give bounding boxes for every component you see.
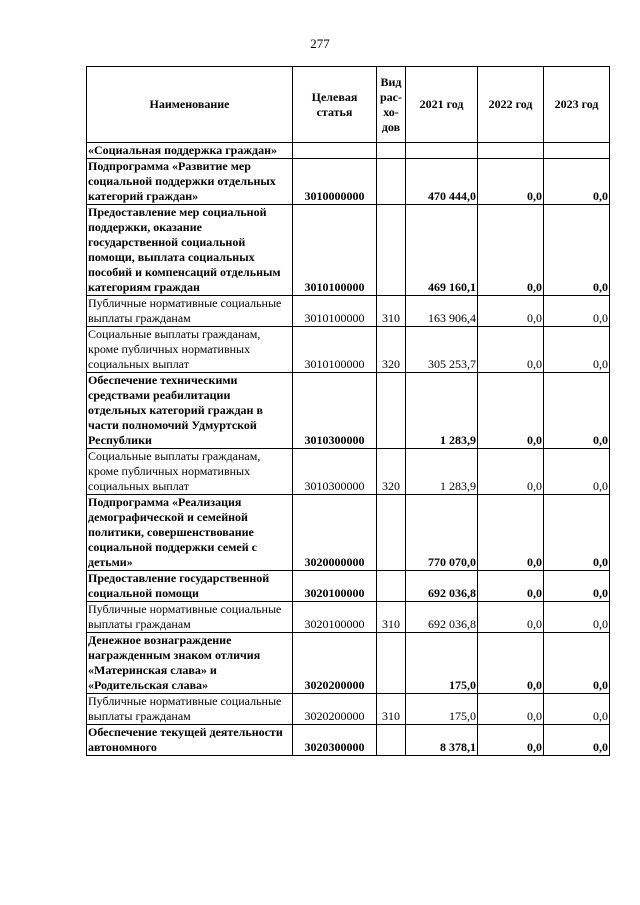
row-2023-cell xyxy=(544,143,610,159)
column-header-expense-kind: Вид рас- хо- дов xyxy=(377,67,406,143)
row-target-code-cell: 3010100000 xyxy=(293,327,377,373)
row-2022-cell: 0,0 xyxy=(478,159,544,205)
row-2022-cell: 0,0 xyxy=(478,296,544,327)
table-header-row xyxy=(87,67,610,143)
row-2023-cell: 0,0 xyxy=(544,725,610,756)
row-expense-kind-cell xyxy=(377,143,406,159)
table-row xyxy=(87,725,610,756)
column-header-2021: 2021 год xyxy=(406,67,478,143)
row-2021-cell: 692 036,8 xyxy=(406,602,478,633)
row-2021-cell xyxy=(406,143,478,159)
row-2022-cell: 0,0 xyxy=(478,449,544,495)
row-expense-kind-cell xyxy=(377,205,406,296)
row-2023-cell: 0,0 xyxy=(544,694,610,725)
row-2022-cell: 0,0 xyxy=(478,373,544,449)
budget-table xyxy=(86,66,610,756)
table-row xyxy=(87,143,610,159)
row-2023-cell: 0,0 xyxy=(544,296,610,327)
table-row xyxy=(87,694,610,725)
row-name-cell: Денежное вознаграждение награжденным знаком отличия «Материнская слава» и «Родительская слава» xyxy=(87,633,293,694)
row-2022-cell: 0,0 xyxy=(478,633,544,694)
row-name-cell: Подпрограмма «Реализация демографической и семейной политики, совершенствование социальной поддержки семей с детьми» xyxy=(87,495,293,571)
table-row xyxy=(87,373,610,449)
row-target-code-cell: 3010300000 xyxy=(293,449,377,495)
row-name-cell: Обеспечение техническими средствами реабилитации отдельных категорий граждан в части полномочий Удмуртской Республики xyxy=(87,373,293,449)
row-2021-cell: 770 070,0 xyxy=(406,495,478,571)
row-2022-cell: 0,0 xyxy=(478,205,544,296)
row-2022-cell: 0,0 xyxy=(478,602,544,633)
table-row xyxy=(87,327,610,373)
table-row xyxy=(87,495,610,571)
row-target-code-cell: 3020200000 xyxy=(293,633,377,694)
row-target-code-cell: 3020000000 xyxy=(293,495,377,571)
row-2021-cell: 1 283,9 xyxy=(406,373,478,449)
column-header-2023: 2023 год xyxy=(544,67,610,143)
table-row xyxy=(87,205,610,296)
row-target-code-cell: 3020200000 xyxy=(293,694,377,725)
row-2023-cell: 0,0 xyxy=(544,602,610,633)
row-2022-cell: 0,0 xyxy=(478,694,544,725)
row-target-code-cell: 3010300000 xyxy=(293,373,377,449)
row-2022-cell: 0,0 xyxy=(478,495,544,571)
row-name-cell: Обеспечение текущей деятельности автономного xyxy=(87,725,293,756)
row-2022-cell: 0,0 xyxy=(478,327,544,373)
row-name-cell: Предоставление мер социальной поддержки, оказание государственной социальной помощи, выплата социальных пособий и компенсаций отдельным категориям граждан xyxy=(87,205,293,296)
row-2021-cell: 470 444,0 xyxy=(406,159,478,205)
row-2021-cell: 305 253,7 xyxy=(406,327,478,373)
row-name-cell: Публичные нормативные социальные выплаты гражданам xyxy=(87,296,293,327)
row-expense-kind-cell: 320 xyxy=(377,449,406,495)
row-2022-cell: 0,0 xyxy=(478,571,544,602)
table-row xyxy=(87,633,610,694)
row-2023-cell: 0,0 xyxy=(544,571,610,602)
row-name-cell: Предоставление государственной социальной помощи xyxy=(87,571,293,602)
row-expense-kind-cell xyxy=(377,725,406,756)
row-expense-kind-cell: 310 xyxy=(377,296,406,327)
row-target-code-cell: 3020100000 xyxy=(293,571,377,602)
table-row xyxy=(87,571,610,602)
row-name-cell: Социальные выплаты гражданам, кроме публичных нормативных социальных выплат xyxy=(87,449,293,495)
row-2023-cell: 0,0 xyxy=(544,327,610,373)
column-header-target: Целевая статья xyxy=(293,67,377,143)
row-2023-cell: 0,0 xyxy=(544,205,610,296)
row-name-cell: «Социальная поддержка граждан» xyxy=(87,143,293,159)
row-name-cell: Социальные выплаты гражданам, кроме публичных нормативных социальных выплат xyxy=(87,327,293,373)
row-target-code-cell: 3010000000 xyxy=(293,159,377,205)
row-target-code-cell: 3020300000 xyxy=(293,725,377,756)
table-row xyxy=(87,296,610,327)
row-2022-cell xyxy=(478,143,544,159)
table-row xyxy=(87,449,610,495)
row-2023-cell: 0,0 xyxy=(544,633,610,694)
row-name-cell: Публичные нормативные социальные выплаты гражданам xyxy=(87,602,293,633)
row-2023-cell: 0,0 xyxy=(544,449,610,495)
row-target-code-cell: 3020100000 xyxy=(293,602,377,633)
row-2021-cell: 163 906,4 xyxy=(406,296,478,327)
row-expense-kind-cell xyxy=(377,159,406,205)
page-number: 277 xyxy=(310,36,330,51)
column-header-name: Наименование xyxy=(87,67,293,143)
column-header-2022: 2022 год xyxy=(478,67,544,143)
row-expense-kind-cell: 310 xyxy=(377,602,406,633)
row-2021-cell: 8 378,1 xyxy=(406,725,478,756)
table-row xyxy=(87,159,610,205)
row-2021-cell: 1 283,9 xyxy=(406,449,478,495)
row-2022-cell: 0,0 xyxy=(478,725,544,756)
table-row xyxy=(87,602,610,633)
row-2021-cell: 175,0 xyxy=(406,633,478,694)
row-expense-kind-cell xyxy=(377,373,406,449)
row-name-cell: Подпрограмма «Развитие мер социальной поддержки отдельных категорий граждан» xyxy=(87,159,293,205)
row-target-code-cell: 3010100000 xyxy=(293,296,377,327)
row-expense-kind-cell: 310 xyxy=(377,694,406,725)
row-expense-kind-cell xyxy=(377,571,406,602)
row-name-cell: Публичные нормативные социальные выплаты гражданам xyxy=(87,694,293,725)
row-2021-cell: 692 036,8 xyxy=(406,571,478,602)
row-2023-cell: 0,0 xyxy=(544,495,610,571)
row-2023-cell: 0,0 xyxy=(544,373,610,449)
row-2023-cell: 0,0 xyxy=(544,159,610,205)
row-2021-cell: 175,0 xyxy=(406,694,478,725)
row-expense-kind-cell xyxy=(377,633,406,694)
row-expense-kind-cell: 320 xyxy=(377,327,406,373)
row-target-code-cell: 3010100000 xyxy=(293,205,377,296)
row-2021-cell: 469 160,1 xyxy=(406,205,478,296)
row-expense-kind-cell xyxy=(377,495,406,571)
row-target-code-cell xyxy=(293,143,377,159)
